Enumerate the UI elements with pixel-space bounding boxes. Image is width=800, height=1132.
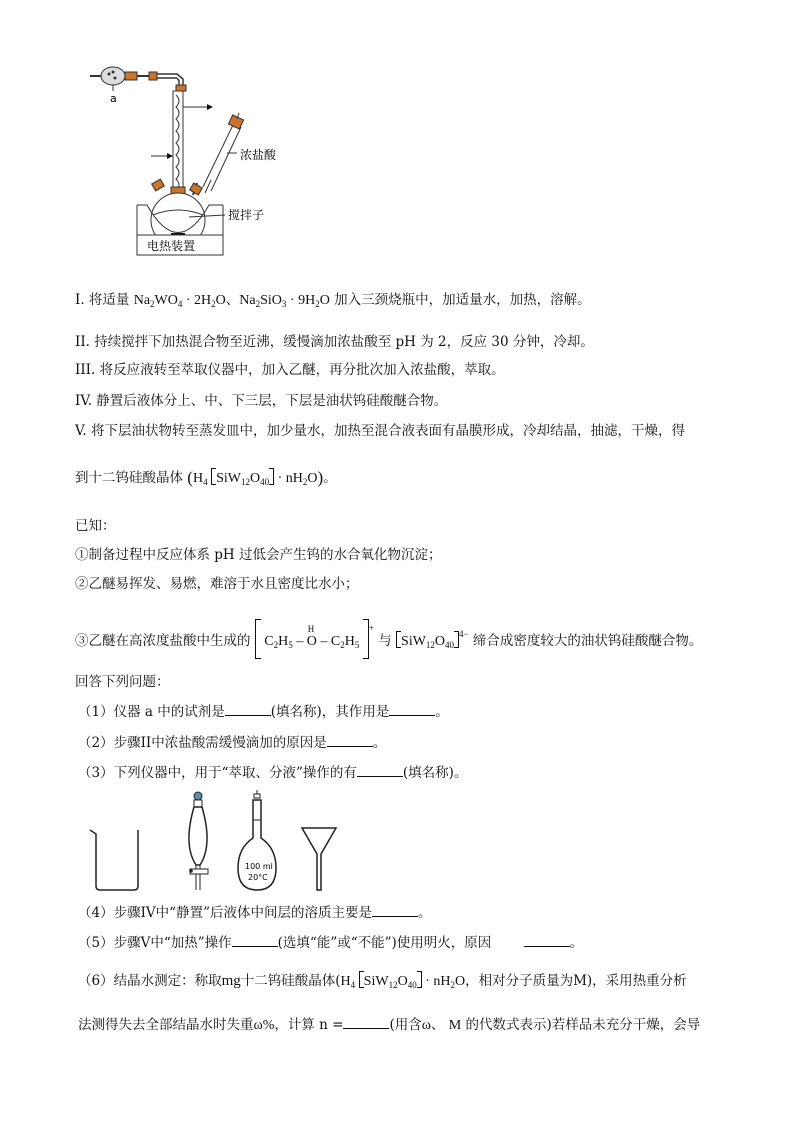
q4-text-a: （4）步骤IV中“静置”后液体中间层的溶质主要是 bbox=[78, 905, 372, 921]
answer-blank[interactable] bbox=[524, 934, 570, 947]
question-4 bbox=[78, 903, 431, 923]
step-1-sep: 、 bbox=[225, 292, 240, 308]
question-5 bbox=[78, 933, 583, 953]
apparatus-diagram bbox=[85, 55, 300, 260]
question-2 bbox=[78, 733, 386, 753]
step-1-prefix: I. 将适量 bbox=[75, 292, 130, 308]
label-heater: 电热装置 bbox=[147, 239, 196, 253]
step-5a: V. 将下层油状物转至蒸发皿中，加少量水，加热至混合液表面有晶膜形成，冷却结晶，抽滤，干燥，得 bbox=[75, 423, 685, 439]
label-a: a bbox=[110, 92, 117, 105]
answer-blank[interactable] bbox=[343, 1016, 389, 1029]
known-2: ②乙醚易挥发、易燃，难溶于水且密度比水小； bbox=[75, 576, 359, 592]
q5-text-c: 。 bbox=[569, 935, 584, 951]
step-3: III. 将反应液转至萃取仪器中，加入乙醚，再分批次加入浓盐酸，萃取。 bbox=[75, 362, 505, 378]
q5-text-a: （5）步骤V中“加热”操作 bbox=[78, 935, 232, 951]
q1-text-a: （1）仪器 a 中的试剂是 bbox=[78, 704, 225, 720]
flask-label-temperature: 20°C bbox=[248, 873, 268, 882]
glassware-figure bbox=[80, 790, 350, 895]
q4-text-b: 。 bbox=[417, 905, 432, 921]
q1-text-c: 。 bbox=[435, 704, 449, 720]
known-1: ①制备过程中反应体系 pH 过低会产生钨的水合氧化物沉淀； bbox=[75, 547, 442, 563]
q3-text-a: （3）下列仪器中，用于“萃取、分液”操作的有 bbox=[78, 765, 357, 781]
answer-blank[interactable] bbox=[389, 703, 435, 716]
label-acid: 浓盐酸 bbox=[240, 148, 277, 162]
q1-text-b: (填名称)，其作用是 bbox=[270, 704, 390, 720]
answer-blank[interactable] bbox=[357, 764, 403, 777]
step-4: IV. 静置后液体分上、中、下三层，下层是油状钨硅酸醚合物。 bbox=[75, 393, 448, 409]
q6-text-d: 法测得失去全部结晶水时失重 bbox=[78, 1017, 254, 1033]
q2-text-b: 。 bbox=[372, 735, 387, 751]
answer-blank[interactable] bbox=[327, 734, 373, 747]
omega-symbol: ω bbox=[253, 1018, 263, 1033]
formula-sodium-tungstate: $Na_2WO_4 \cdot 2H_2O$ bbox=[133, 293, 226, 309]
known-3-text: 缔合成密度较大的油状钨硅酸醚合物。 bbox=[472, 633, 703, 649]
label-stirrer: 搅拌子 bbox=[228, 208, 265, 222]
funnel-icon bbox=[302, 828, 336, 890]
volumetric-flask-icon bbox=[238, 790, 276, 890]
q6-molar-mass: M bbox=[448, 1018, 462, 1033]
formula-crystal: $H_4$ $SiW_{12}O_{40} \cdot nH_2O$ bbox=[341, 974, 466, 989]
answer-blank[interactable] bbox=[225, 703, 271, 716]
question-3 bbox=[78, 763, 467, 783]
known-3 bbox=[75, 618, 702, 659]
q5-text-b: (选填“能”或“不能”)使用明火，原因 bbox=[277, 935, 492, 951]
formula-sodium-silicate: $Na_2SiO_3 \cdot 9H_2O$ bbox=[239, 293, 330, 309]
separatory-funnel-icon bbox=[189, 792, 208, 890]
q6-mass: mg bbox=[221, 973, 241, 989]
q6-text-g: 、 bbox=[430, 1017, 445, 1033]
omega-symbol: ω bbox=[421, 1018, 431, 1033]
step-5b bbox=[75, 468, 337, 492]
answer-blank[interactable] bbox=[372, 904, 418, 917]
questions-intro: 回答下列问题： bbox=[75, 674, 170, 690]
step-1 bbox=[75, 290, 591, 314]
question-6 bbox=[78, 971, 687, 995]
percent-symbol: % bbox=[262, 1018, 275, 1033]
formula-silicotungstate-ion: $SiW_{12}O_{40}^{4-}$ bbox=[396, 634, 469, 649]
q3-text-b: (填名称)。 bbox=[402, 765, 468, 781]
q2-text-a: （2）步骤II中浓盐酸需缓慢滴加的原因是 bbox=[78, 735, 327, 751]
known-3-prefix: ③乙醚在高浓度盐酸中生成的 bbox=[75, 633, 251, 649]
answer-blank[interactable] bbox=[232, 934, 278, 947]
q6-text-f: (用含 bbox=[389, 1017, 422, 1033]
known-title: 已知： bbox=[75, 518, 116, 534]
question-1 bbox=[78, 702, 449, 722]
question-6-cont bbox=[78, 1015, 700, 1036]
beaker-icon bbox=[90, 830, 138, 890]
formula-oxonium-ether: $C_2H_5$ – O H – $C_2H_5$ + bbox=[255, 634, 374, 649]
q6-text-c: ，相对分子质量为M)，采用热重分析 bbox=[465, 973, 687, 989]
q6-text-i: 的代数式表示)若样品未充分干燥，会导 bbox=[465, 1017, 701, 1033]
step-1-text: 加入三颈烧瓶中，加适量水，加热，溶解。 bbox=[334, 292, 591, 308]
step-5b-end: 。 bbox=[323, 470, 337, 486]
known-3-mid: 与 bbox=[378, 633, 392, 649]
formula-tungstosilicic-acid: ($H_4$ $SiW_{12}O_{40} \cdot nH_2O$) bbox=[187, 468, 324, 487]
flask-label-volume: 100 ml bbox=[245, 862, 273, 871]
q6-text-b: 十二钨硅酸晶体( bbox=[240, 973, 341, 989]
step-5b-prefix: 到十二钨硅酸晶体 bbox=[75, 470, 183, 486]
step-2: II. 持续搅拌下加热混合物至近沸，缓慢滴加浓盐酸至 pH 为 2，反应 30 分钟，冷却。 bbox=[75, 334, 594, 350]
q6-text-a: （6）结晶水测定：称取 bbox=[78, 973, 222, 989]
q6-text-e: ，计算 n = bbox=[274, 1017, 344, 1033]
